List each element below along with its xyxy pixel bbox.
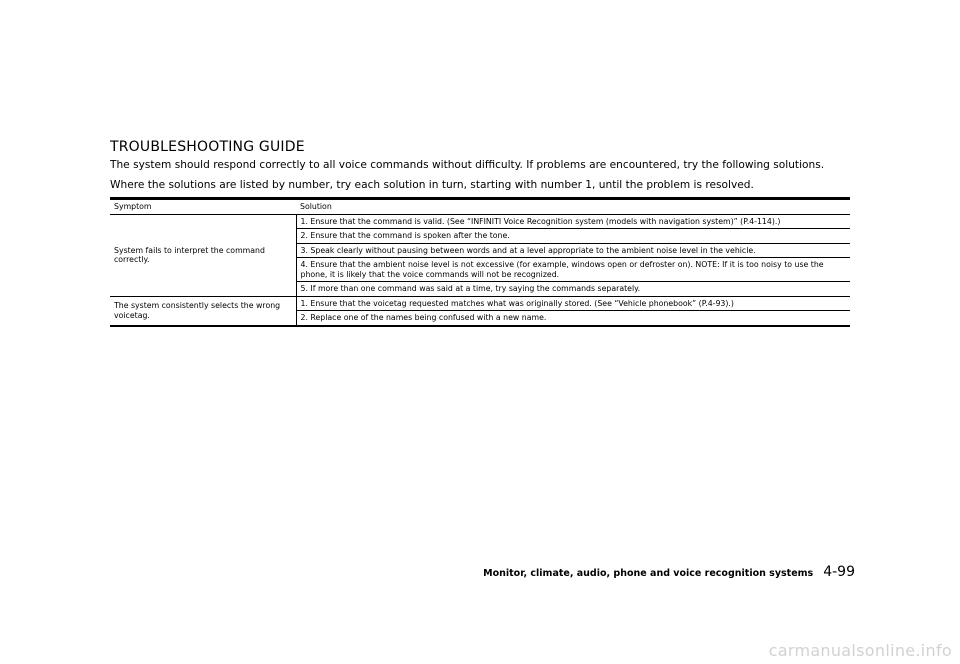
symptom-cell: The system consistently selects the wrong voicetag. (110, 296, 296, 326)
solution-column-header: Solution (296, 199, 850, 215)
symptom-column-header: Symptom (110, 199, 296, 215)
intro-paragraph-line-1: The system should respond correctly to all voice commands without difficulty. If problems are encountered, try the following solutions. (110, 159, 825, 171)
section-heading: TROUBLESHOOTING GUIDE (110, 139, 305, 155)
page-footer (483, 561, 855, 580)
symptom-cell: System fails to interpret the command correctly. (110, 214, 296, 296)
watermark: carmanualsonline.info (768, 641, 952, 660)
troubleshooting-table (110, 197, 850, 327)
solution-cell: 2. Ensure that the command is spoken after the tone. (296, 229, 850, 244)
table-header-row (110, 199, 850, 215)
solution-cell: 1. Ensure that the command is valid. (See “INFINITI Voice Recognition system (models with navigation system)” (P.4-114).) (296, 214, 850, 229)
table-row (110, 214, 850, 229)
solution-cell: 1. Ensure that the voicetag requested matches what was originally stored. (See “Vehicle phonebook” (P.4-93).) (296, 296, 850, 311)
solution-cell: 3. Speak clearly without pausing between words and at a level appropriate to the ambient noise level in the vehicle. (296, 243, 850, 258)
solution-cell: 2. Replace one of the names being confused with a new name. (296, 311, 850, 326)
solution-cell: 4. Ensure that the ambient noise level is not excessive (for example, windows open or defroster on). NOTE: If it is too noisy to use the phone, it is likely that the voice commands will not be recognized. (296, 258, 850, 282)
table-row (110, 296, 850, 311)
solution-cell: 5. If more than one command was said at a time, try saying the commands separately. (296, 282, 850, 297)
intro-paragraph-line-2: Where the solutions are listed by number, try each solution in turn, starting with number 1, until the problem is resolved. (110, 179, 754, 191)
chapter-title: Monitor, climate, audio, phone and voice recognition systems (483, 568, 814, 579)
page-number: 4-99 (823, 564, 855, 580)
